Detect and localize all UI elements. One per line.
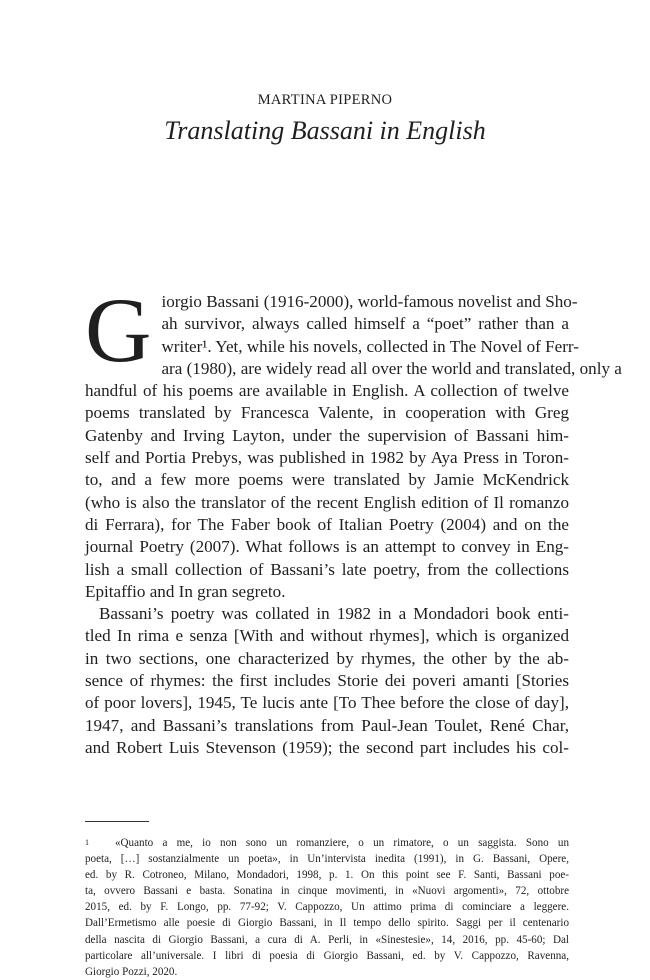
footnote-line: particolare all’universale. I libri di poesia di Giorgio Bassani, ed. by V. Cappozzo, Ravenna, — [85, 949, 569, 962]
body-line: (who is also the translator of the recent English edition of Il romanzo — [85, 492, 569, 512]
body-line: to, and a few more poems were translated by Jamie McKendrick — [85, 470, 569, 490]
body-line: 1947, and Bassani’s translations from Paul-Jean Toulet, René Char, — [85, 715, 569, 735]
body-line: ara (1980), are widely read all over the world and translated, only a — [161, 358, 622, 378]
body-line: sence of rhymes: the first includes Storie dei poveri amanti [Stories — [85, 671, 569, 691]
footnote-line: Giorgio Pozzi, 2020. — [85, 965, 178, 978]
body-line: iorgio Bassani (1916-2000), world-famous novelist and Sho- — [161, 292, 578, 311]
footnote-rule — [85, 821, 149, 822]
body-line: lish a small collection of Bassani’s late poetry, from the collections — [85, 559, 569, 579]
body-line: Gatenby and Irving Layton, under the supervision of Bassani him- — [85, 425, 569, 445]
body-line: Bassani’s poetry was collated in 1982 in a Mondadori book enti- — [99, 604, 569, 624]
footnote-line: poeta, […] sostanzialmente un poeta», in Un’intervista inedita (1991), in G. Bassani, Opere, — [85, 853, 569, 866]
body-line: in two sections, one characterized by rhymes, the other by the ab- — [85, 648, 569, 668]
body-line: ah survivor, always called himself a “poet” rather than a — [161, 314, 569, 334]
body-text — [85, 279, 622, 759]
body-line: Epitaffio and In gran segreto. — [85, 581, 286, 601]
footnote-line: della nascita di Giorgio Bassani, a cura di A. Perli, in «Sinestesie», 14, 2016, pp. 45-60; Dal — [85, 933, 569, 946]
body-line: poems translated by Francesca Valente, in cooperation with Greg — [85, 403, 569, 423]
body-line: self and Portia Prebys, was published in 1982 by Aya Press in Toron- — [85, 448, 569, 468]
author-name: MARTINA PIPERNO — [257, 92, 393, 108]
body-line: of poor lovers], 1945, Te lucis ante [To Thee before the close of day], — [85, 693, 569, 713]
body-line: handful of his poems are available in English. A collection of twelve — [85, 381, 569, 401]
footnote-line: ta, ovvero Bassani e basta. Sonatina in cinque movimenti, in «Nuovi argomenti», 72, ottobre — [85, 885, 569, 898]
footnote-line: ed. by R. Cotroneo, Milano, Mondadori, 1998, p. 1. On this point see F. Santi, Bassani poe- — [85, 869, 569, 882]
body-line: and Robert Luis Stevenson (1959); the second part includes his col- — [85, 737, 569, 757]
body-line: di Ferrara), for The Faber book of Italian Poetry (2004) and on the — [85, 514, 569, 534]
footnote-line: 2015, ed. by F. Longo, pp. 77-92; V. Cappozzo, Un attimo prima di cominciare a leggere. — [85, 901, 569, 914]
footnote-line: Dall’Ermetismo alle poesie di Giorgio Bassani, in Il tempo dello spirito. Saggi per il centenario — [85, 917, 569, 930]
footnote — [85, 835, 569, 980]
drop-cap: G — [85, 279, 152, 381]
footnote-marker: 1 — [85, 838, 89, 847]
article-title: Translating Bassani in English — [164, 116, 486, 145]
body-line: journal Poetry (2007). What follows is an attempt to convey in Eng- — [85, 537, 569, 557]
footnote-line: 1 «Quanto a me, io non sono un romanziere, o un rimatore, o un saggista. Sono un — [85, 835, 569, 851]
body-line: tled In rima e senza [With and without rhymes], which is organized — [85, 626, 569, 646]
body-line: writer¹. Yet, while his novels, collected in The Novel of Ferr- — [161, 336, 579, 356]
